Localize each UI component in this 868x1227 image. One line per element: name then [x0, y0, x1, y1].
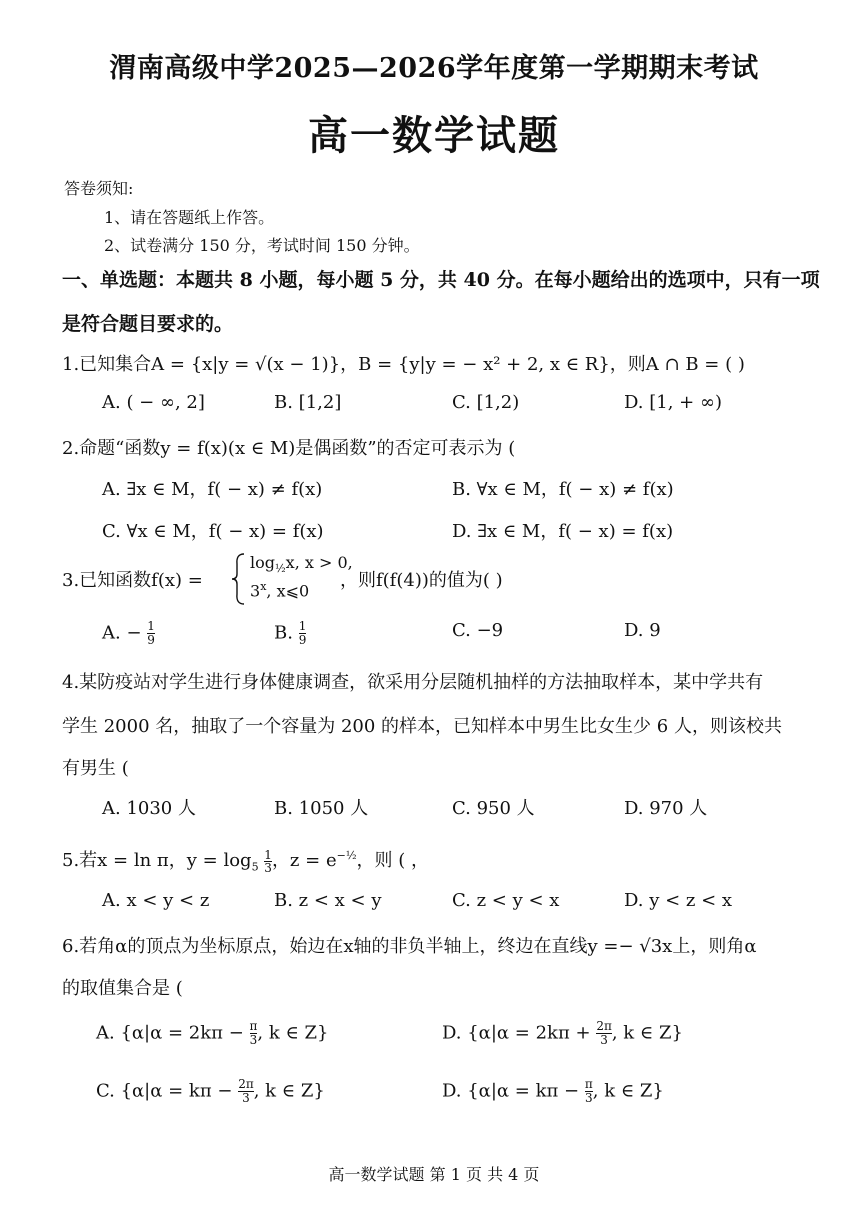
q5-stem-lead: 5.若x = ln π，y = log	[62, 850, 252, 871]
q6-d1-lead: D. {α|α = 2kπ +	[442, 1022, 591, 1044]
q3-b-numerator: 1	[298, 619, 307, 633]
question-3-stem-tail: ，则f(f(4))的值为( )	[340, 570, 503, 591]
question-1-stem: 1.已知集合A = {x|y = √(x − 1)}，B = {y|y = − x² + 2, x ∈ R}，则A ∩ B = ( )	[62, 354, 745, 375]
q4-option-d: D. 970 人	[624, 798, 708, 819]
section-1-instructions-line1: 一、单选题：本题共 8 小题，每小题 5 分，共 40 分。在每小题给出的选项中，只有一项	[62, 269, 820, 291]
q6-option-c	[96, 1078, 325, 1105]
q3-option-c: C. −9	[452, 620, 504, 641]
q3-case-2	[250, 580, 309, 600]
q6-d2-denominator: 3	[585, 1091, 593, 1105]
q3-option-a	[102, 620, 155, 647]
q4-option-a: A. 1030 人	[102, 798, 196, 819]
section-1-instructions-line2: 是符合题目要求的。	[62, 313, 234, 335]
q5-stem-z: ，z = e	[271, 850, 337, 871]
question-4-stem-line3: 有男生 (	[62, 758, 129, 779]
q2-option-c: C. ∀x ∈ M，f( − x) = f(x)	[102, 521, 324, 542]
q3-piecewise-brace	[230, 552, 248, 606]
notice-heading: 答卷须知:	[64, 179, 134, 198]
q5-stem-tail: ，则 ( ，	[356, 850, 429, 871]
q5-option-c: C. z < y < x	[452, 890, 560, 911]
q6-option-a	[96, 1020, 329, 1047]
question-3-stem-lead: 3.已知函数f(x) =	[62, 570, 203, 591]
q6-a-denominator: 3	[249, 1033, 258, 1047]
q5-fraction	[264, 849, 272, 874]
school-exam-heading: 渭南高级中学2025—2026学年度第一学期期末考试	[109, 53, 759, 84]
q3-option-b-label: B.	[274, 622, 293, 644]
q2-option-b: B. ∀x ∈ M，f( − x) ≠ f(x)	[452, 479, 674, 500]
q3-option-a-sign: A. −	[102, 622, 142, 644]
q3-option-b	[274, 620, 306, 647]
q6-c-fraction	[238, 1078, 254, 1105]
q4-option-c: C. 950 人	[452, 798, 535, 819]
q6-d1-denominator: 3	[600, 1033, 608, 1047]
q2-option-d: D. ∃x ∈ M，f( − x) = f(x)	[452, 521, 674, 542]
q3-exp-base: 3	[250, 581, 261, 601]
question-6-stem-line2: 的取值集合是 (	[62, 978, 183, 999]
q6-c-denominator: 3	[242, 1091, 250, 1105]
q5-log-base: 5	[251, 860, 259, 874]
q5-option-d: D. y < z < x	[624, 890, 733, 911]
q5-option-a: A. x < y < z	[102, 890, 210, 911]
q6-d2-tail: , k ∈ Z}	[592, 1080, 664, 1102]
q6-a-tail: , k ∈ Z}	[257, 1022, 329, 1044]
notice-item-2: 2、试卷满分 150 分，考试时间 150 分钟。	[104, 236, 420, 255]
q3-option-a-fraction	[147, 620, 155, 647]
q6-d2-fraction	[585, 1078, 593, 1105]
q6-d1-numerator: 2π	[596, 1019, 612, 1033]
q5-fraction-denominator: 3	[264, 860, 272, 875]
q6-c-lead: C. {α|α = kπ −	[96, 1080, 233, 1102]
q1-option-a: A. ( − ∞, 2]	[102, 392, 205, 413]
q6-d1-tail: , k ∈ Z}	[611, 1022, 683, 1044]
q6-option-d-first	[442, 1020, 683, 1047]
paper-title: 高一数学试题	[308, 112, 560, 159]
q3-option-b-fraction	[299, 620, 307, 647]
q6-a-lead: A. {α|α = 2kπ −	[96, 1022, 244, 1044]
q6-d2-lead: D. {α|α = kπ −	[442, 1080, 580, 1102]
q3-option-d: D. 9	[624, 620, 661, 641]
q3-exp-power: x	[260, 580, 267, 593]
question-5-stem	[62, 846, 429, 874]
q5-option-b: B. z < x < y	[274, 890, 382, 911]
q6-d1-fraction	[596, 1020, 612, 1047]
q6-a-numerator: π	[249, 1019, 258, 1033]
question-2-stem: 2.命题“函数y = f(x)(x ∈ M)是偶函数”的否定可表示为 (	[62, 438, 516, 459]
q3-log-base: ½	[275, 562, 286, 576]
q6-c-numerator: 2π	[238, 1077, 254, 1091]
q3-b-denominator: 9	[298, 633, 307, 647]
q5-fraction-numerator: 1	[264, 847, 272, 862]
q3-case-1-condition: x, x > 0,	[285, 553, 353, 572]
q1-option-b: B. [1,2]	[274, 392, 342, 413]
q6-d2-numerator: π	[584, 1077, 593, 1091]
q3-a-numerator: 1	[147, 619, 155, 633]
q3-log-text: log	[250, 553, 275, 572]
q1-option-d: D. [1, + ∞)	[624, 392, 722, 413]
q3-case-2-condition: , x⩽0	[266, 581, 310, 601]
q3-case-1	[250, 553, 353, 575]
q4-option-b: B. 1050 人	[274, 798, 369, 819]
q2-option-a: A. ∃x ∈ M，f( − x) ≠ f(x)	[102, 479, 323, 500]
q3-a-denominator: 9	[147, 633, 155, 647]
q1-option-c: C. [1,2)	[452, 392, 520, 413]
q6-option-d-second	[442, 1078, 664, 1105]
q6-c-tail: , k ∈ Z}	[253, 1080, 325, 1102]
question-6-stem-line1: 6.若角α的顶点为坐标原点，始边在x轴的非负半轴上，终边在直线y =− √3x上，则角α	[62, 936, 757, 957]
q5-exponent: −½	[336, 849, 357, 862]
notice-item-1: 1、请在答题纸上作答。	[104, 208, 275, 227]
question-4-stem-line2: 学生 2000 名，抽取了一个容量为 200 的样本，已知样本中男生比女生少 6 人，则该校共	[62, 716, 782, 737]
question-4-stem-line1: 4.某防疫站对学生进行身体健康调查，欲采用分层随机抽样的方法抽取样本，某中学共有	[62, 672, 764, 693]
page-footer: 高一数学试题 第 1 页 共 4 页	[328, 1165, 540, 1184]
